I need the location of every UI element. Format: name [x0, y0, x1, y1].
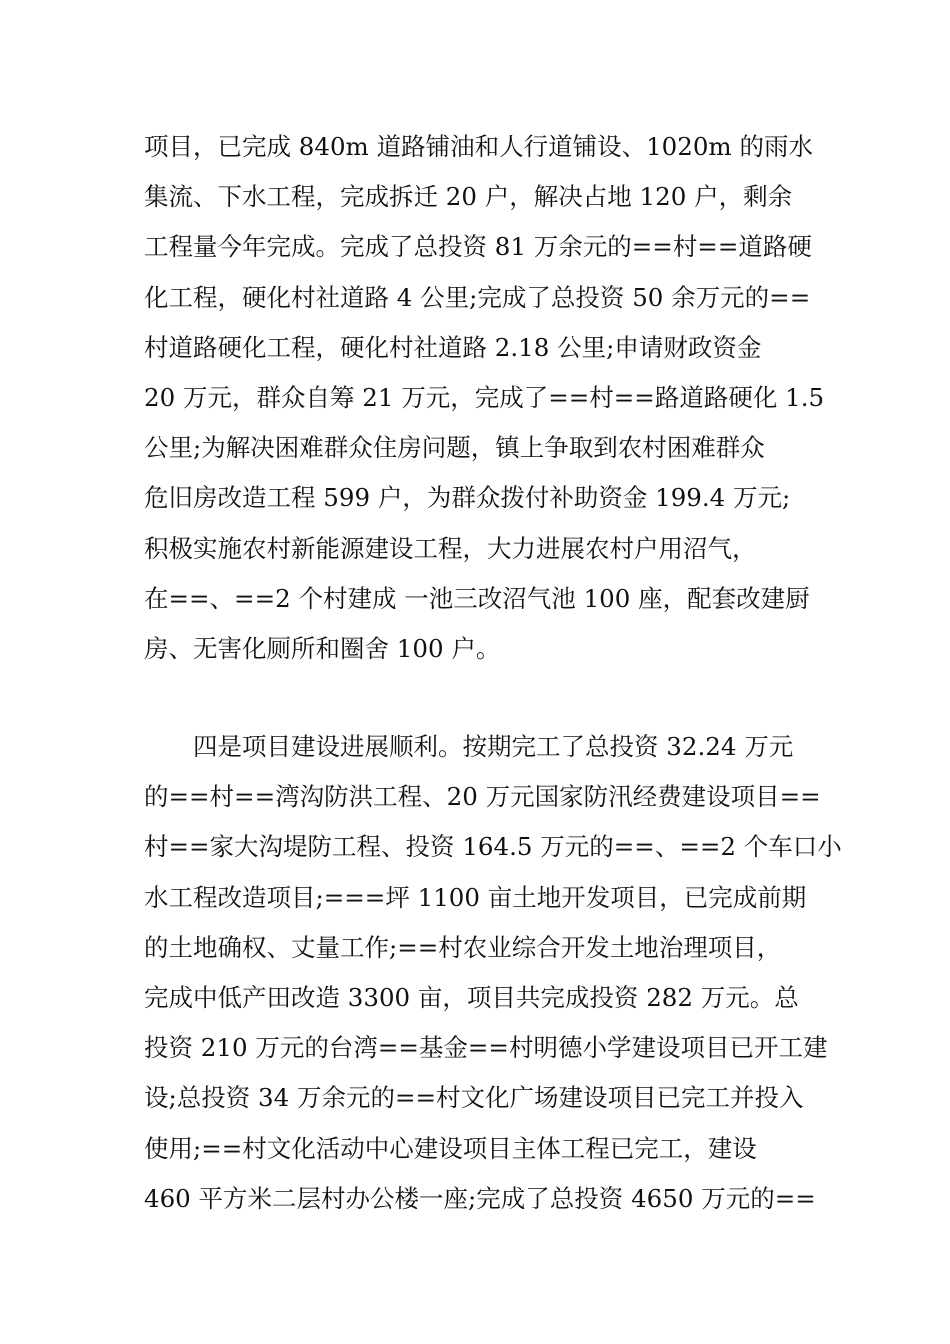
text-line: 完成中低产田改造 3300 亩，项目共完成投资 282 万元。总: [144, 982, 799, 1012]
text-line: 在==、==2 个村建成 一池三改沼气池 100 座，配套改建厨: [144, 583, 810, 613]
text-line: 集流、下水工程，完成拆迁 20 户，解决占地 120 户，剩余: [144, 182, 793, 212]
text-line: 投资 210 万元的台湾==基金==村明德小学建设项目已开工建: [144, 1033, 828, 1063]
paragraph-project-construction: [144, 722, 842, 1224]
text-line: 村道路硬化工程，硬化村社道路 2.18 公里;申请财政资金: [144, 332, 762, 362]
text-line: 的==村==湾沟防洪工程、20 万元国家防汛经费建设项目==: [144, 782, 821, 812]
text-line: 460 平方米二层村办公楼一座;完成了总投资 4650 万元的==: [144, 1183, 816, 1213]
text-line: 四是项目建设进展顺利。按期完工了总投资 32.24 万元: [144, 732, 794, 761]
text-line: 公里;为解决困难群众住房问题，镇上争取到农村困难群众: [144, 433, 765, 463]
paragraph-infrastructure-progress: [144, 122, 824, 674]
text-line: 水工程改造项目;===坪 1100 亩土地开发项目，已完成前期: [144, 882, 807, 912]
text-line: 危旧房改造工程 599 户，为群众拨付补助资金 199.4 万元;: [144, 483, 791, 513]
text-line: 20 万元，群众自筹 21 万元，完成了==村==路道路硬化 1.5: [144, 382, 825, 412]
text-line: 工程量今年完成。完成了总投资 81 万余元的==村==道路硬: [144, 232, 812, 262]
text-line: 设;总投资 34 万余元的==村文化广场建设项目已完工并投入: [144, 1083, 804, 1113]
text-line: 使用;==村文化活动中心建设项目主体工程已完工，建设: [144, 1133, 757, 1163]
text-line: 项目，已完成 840m 道路铺油和人行道铺设、1020m 的雨水: [144, 132, 813, 161]
text-line: 房、无害化厕所和圈舍 100 户。: [144, 633, 501, 663]
text-line: 化工程，硬化村社道路 4 公里;完成了总投资 50 余万元的==: [144, 282, 811, 312]
text-line: 积极实施农村新能源建设工程，大力进展农村户用沼气，: [144, 533, 757, 563]
text-line: 的土地确权、丈量工作;==村农业综合开发土地治理项目，: [144, 932, 782, 962]
text-line: 村==家大沟堤防工程、投资 164.5 万元的==、==2 个车口小: [144, 832, 842, 862]
